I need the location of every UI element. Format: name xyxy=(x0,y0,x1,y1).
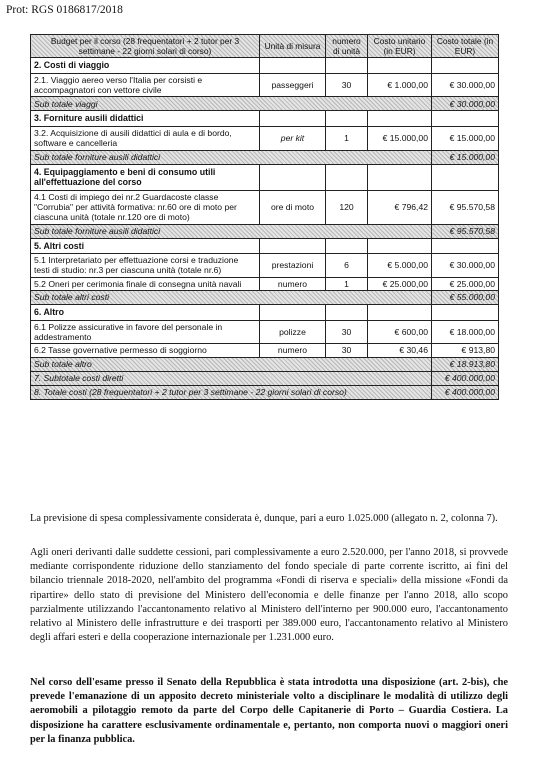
paragraph-forecast: La previsione di spesa complessivamente considerata è, dunque, pari a euro 1.025.000 (allegato n. 2, colonna 7). xyxy=(30,513,498,524)
section-title: 3. Forniture ausili didattici xyxy=(31,111,260,127)
row-unit: numero xyxy=(260,344,326,357)
row-quantity: 6 xyxy=(326,254,368,278)
section-title-row xyxy=(31,164,499,190)
row-total: € 25.000,00 xyxy=(432,277,499,290)
row-quantity: 120 xyxy=(326,190,368,224)
paragraph-senate: Nel corso dell'esame presso il Senato della Repubblica è stata introdotta una disposizione (art. 2-bis), che prevede l'emanazione di un apposito decreto ministeriale volto a disciplinare le modalità di utilizzo degli aeromobili a pilotaggio remoto da parte del Corpo delle Capitanerie di Porto – Guardia Costiera. La disposizione ha carattere esclusivamente ordinamentale e, pertanto, non comporta nuovi o maggiori oneri per la finanza pubblica. xyxy=(30,677,508,745)
table-row xyxy=(31,320,499,344)
row-description: 6.2 Tasse governative permesso di soggiorno xyxy=(31,344,260,357)
row-description: 5.2 Oneri per cerimonia finale di consegna unità navali xyxy=(31,277,260,290)
paragraph-funding: Agli oneri derivanti dalle suddette cessioni, pari complessivamente a euro 2.520.000, per l'anno 2018, si provvede mediante corrispondente riduzione dello stanziamento del fondo speciale di parte corrente iscritto, ai fini del bilancio triennale 2018-2020, nell'ambito del programma «Fondi di riserva e speciali» della missione «Fondi da ripartire» dello stato di previsione del Ministero dell'economia e delle finanze per l'anno 2018, allo scopo parzialmente utilizzando l'accantonamento relativo al Ministero dell'interno per 900.000 euro, l'accantonamento relativo al Ministero delle infrastrutture e dei trasporti per 389.000 euro, l'accantonamento relativo al Ministero degli affari esteri e della cooperazione internazionale per 1.231.000 euro. xyxy=(30,547,508,644)
subtotal-value: € 18.913,80 xyxy=(432,357,499,371)
section-title: 5. Altri costi xyxy=(31,238,260,254)
row-unit: per kit xyxy=(260,126,326,150)
grand-total-row xyxy=(31,385,499,399)
section-title-row xyxy=(31,58,499,74)
row-unit-cost: € 15.000,00 xyxy=(368,126,432,150)
row-unit-cost: € 796,42 xyxy=(368,190,432,224)
row-quantity: 1 xyxy=(326,126,368,150)
header-unit-cost: Costo unitario (in EUR) xyxy=(368,35,432,58)
section-title-row xyxy=(31,238,499,254)
row-unit-cost: € 1.000,00 xyxy=(368,73,432,97)
row-total: € 15.000,00 xyxy=(432,126,499,150)
row-unit-cost: € 5.000,00 xyxy=(368,254,432,278)
row-unit: numero xyxy=(260,277,326,290)
row-unit: polizze xyxy=(260,320,326,344)
header-quantity: numero di unità xyxy=(326,35,368,58)
row-unit-cost: € 25.000,00 xyxy=(368,277,432,290)
subtotal-row xyxy=(31,150,499,164)
header-budget: Budget per il corso (28 frequentatori + 2 tutor per 3 settimane - 22 giorni solari di corso) xyxy=(31,35,260,58)
row-total: € 30.000,00 xyxy=(432,254,499,278)
subtotal-value: € 55.000,00 xyxy=(432,291,499,305)
header-unit: Unità di misura xyxy=(260,35,326,58)
section-title: 2. Costi di viaggio xyxy=(31,58,260,74)
subtotal-row xyxy=(31,97,499,111)
subtotal-value: € 30.000,00 xyxy=(432,97,499,111)
row-unit: passeggeri xyxy=(260,73,326,97)
table-row xyxy=(31,190,499,224)
section-title-row xyxy=(31,111,499,127)
table-row xyxy=(31,254,499,278)
row-total: € 95.570,58 xyxy=(432,190,499,224)
row-description: 6.1 Polizze assicurative in favore del personale in addestramento xyxy=(31,320,260,344)
section-title-row xyxy=(31,305,499,321)
row-description: 4.1 Costi di impiego dei nr.2 Guardacoste classe "Corrubia" per attività formativa: nr.60 ore di moto per ciascuna unità (totale nr.120 ore di moto) xyxy=(31,190,260,224)
subtotal-row xyxy=(31,224,499,238)
subtotal-label: Sub totale viaggi xyxy=(31,97,432,111)
row-quantity: 30 xyxy=(326,73,368,97)
row-total: € 30.000,00 xyxy=(432,73,499,97)
row-unit: prestazioni xyxy=(260,254,326,278)
row-unit-cost: € 30,46 xyxy=(368,344,432,357)
table-row xyxy=(31,73,499,97)
protocol-number: Prot: RGS 0186817/2018 xyxy=(6,4,123,16)
total-label: 8. Totale costi (28 frequentatori + 2 tutor per 3 settimane - 22 giorni solari di corso) xyxy=(31,385,432,399)
header-total-cost: Costo totale (in EUR) xyxy=(432,35,499,58)
subtotal-row xyxy=(31,291,499,305)
row-total: € 18.000,00 xyxy=(432,320,499,344)
table-row xyxy=(31,344,499,357)
subtotal-value: € 15.000,00 xyxy=(432,150,499,164)
row-unit: ore di moto xyxy=(260,190,326,224)
budget-table xyxy=(30,34,499,400)
subtotal-label: Sub totale altri costi xyxy=(31,291,432,305)
table-row xyxy=(31,126,499,150)
row-description: 5.1 Interpretariato per effettuazione corsi e traduzione testi di studio: nr.3 per ciascuna unità (totale nr.6) xyxy=(31,254,260,278)
subtotal-label: Sub totale altro xyxy=(31,357,432,371)
row-description: 2.1. Viaggio aereo verso l'Italia per corsisti e accompagnatori con vettore civile xyxy=(31,73,260,97)
row-description: 3.2. Acquisizione di ausili didattici di aula e di bordo, software e cancelleria xyxy=(31,126,260,150)
subtotal-row xyxy=(31,357,499,371)
subtotal-value: € 95.570,58 xyxy=(432,224,499,238)
section-title: 4. Equipaggiamento e beni di consumo utili all'effettuazione del corso xyxy=(31,164,260,190)
row-quantity: 30 xyxy=(326,344,368,357)
row-unit-cost: € 600,00 xyxy=(368,320,432,344)
row-total: € 913,80 xyxy=(432,344,499,357)
section-title: 6. Altro xyxy=(31,305,260,321)
table-header-row xyxy=(31,35,499,58)
subtotal-label: Sub totale forniture ausili didattici xyxy=(31,150,432,164)
subtotal-label: Sub totale forniture ausili didattici xyxy=(31,224,432,238)
table-row xyxy=(31,277,499,290)
row-quantity: 30 xyxy=(326,320,368,344)
total-label: 7. Subtotale costi diretti xyxy=(31,371,432,385)
total-value: € 400.000,00 xyxy=(432,371,499,385)
total-value: € 400.000,00 xyxy=(432,385,499,399)
row-quantity: 1 xyxy=(326,277,368,290)
direct-costs-row xyxy=(31,371,499,385)
